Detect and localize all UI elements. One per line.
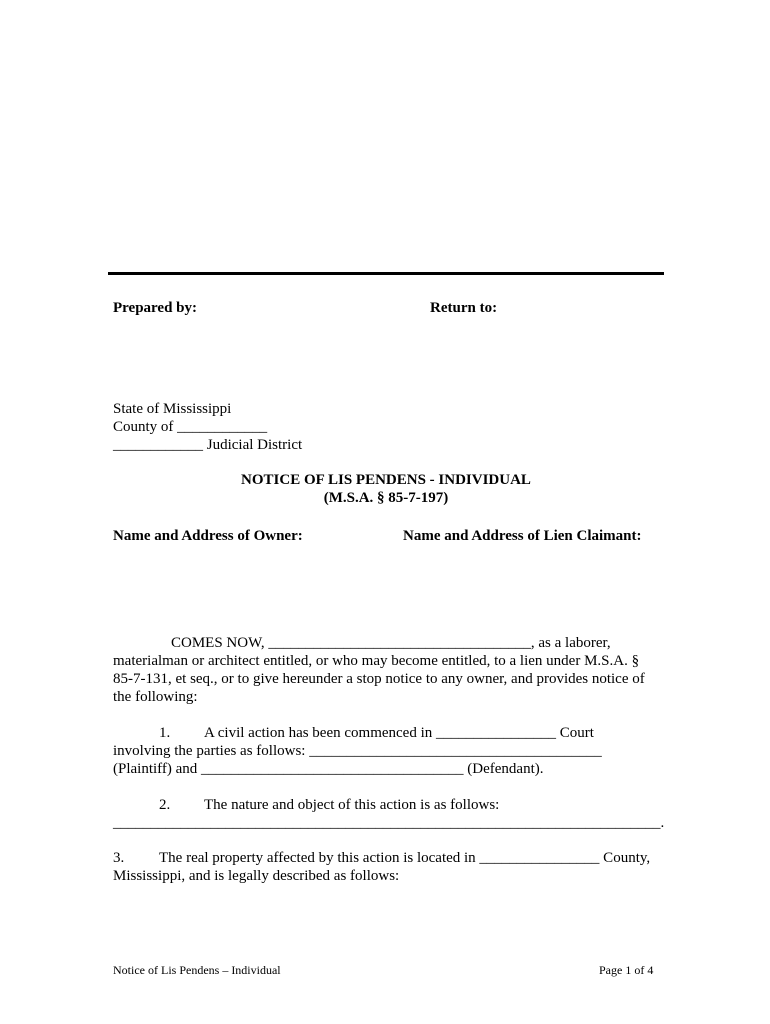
owner-label: Name and Address of Owner:	[113, 528, 303, 544]
statute-citation: (M.S.A. § 85-7-197)	[323, 490, 449, 506]
item-2-line-2: _________________________________________________________________________.	[113, 815, 665, 831]
intro-line-3: 85-7-131, et seq., or to give hereunder a stop notice to any owner, and provides notice of	[113, 671, 645, 687]
item-1-number: 1.	[159, 725, 171, 741]
item-3-line-1: The real property affected by this action is located in ________________ County,	[159, 850, 651, 866]
intro-line-1: COMES NOW, ___________________________________, as a laborer,	[171, 635, 611, 651]
header-divider	[108, 272, 664, 275]
footer-document-title: Notice of Lis Pendens – Individual	[113, 963, 281, 977]
county-line: County of ____________	[113, 419, 268, 435]
document-title: NOTICE OF LIS PENDENS - INDIVIDUAL	[241, 472, 531, 488]
item-1-line-2: involving the parties as follows: _______________________________________	[113, 743, 602, 759]
footer-page-number: Page 1 of 4	[599, 963, 654, 977]
district-line: ____________ Judicial District	[113, 437, 303, 453]
item-1-line-3: (Plaintiff) and ___________________________________ (Defendant).	[113, 761, 544, 777]
return-to-label: Return to:	[430, 300, 498, 316]
item-2-line-1: The nature and object of this action is as follows:	[204, 797, 500, 813]
item-3-line-2: Mississippi, and is legally described as follows:	[113, 868, 400, 884]
prepared-by-label: Prepared by:	[113, 300, 198, 316]
intro-line-2: materialman or architect entitled, or who may become entitled, to a lien under M.S.A. §	[113, 653, 640, 669]
state-line: State of Mississippi	[113, 401, 232, 417]
item-1-line-1: A civil action has been commenced in ________________ Court	[204, 725, 594, 741]
intro-line-4: the following:	[113, 689, 198, 705]
item-2-number: 2.	[159, 797, 171, 813]
item-3-number: 3.	[113, 850, 125, 866]
lien-claimant-label: Name and Address of Lien Claimant:	[403, 528, 642, 544]
